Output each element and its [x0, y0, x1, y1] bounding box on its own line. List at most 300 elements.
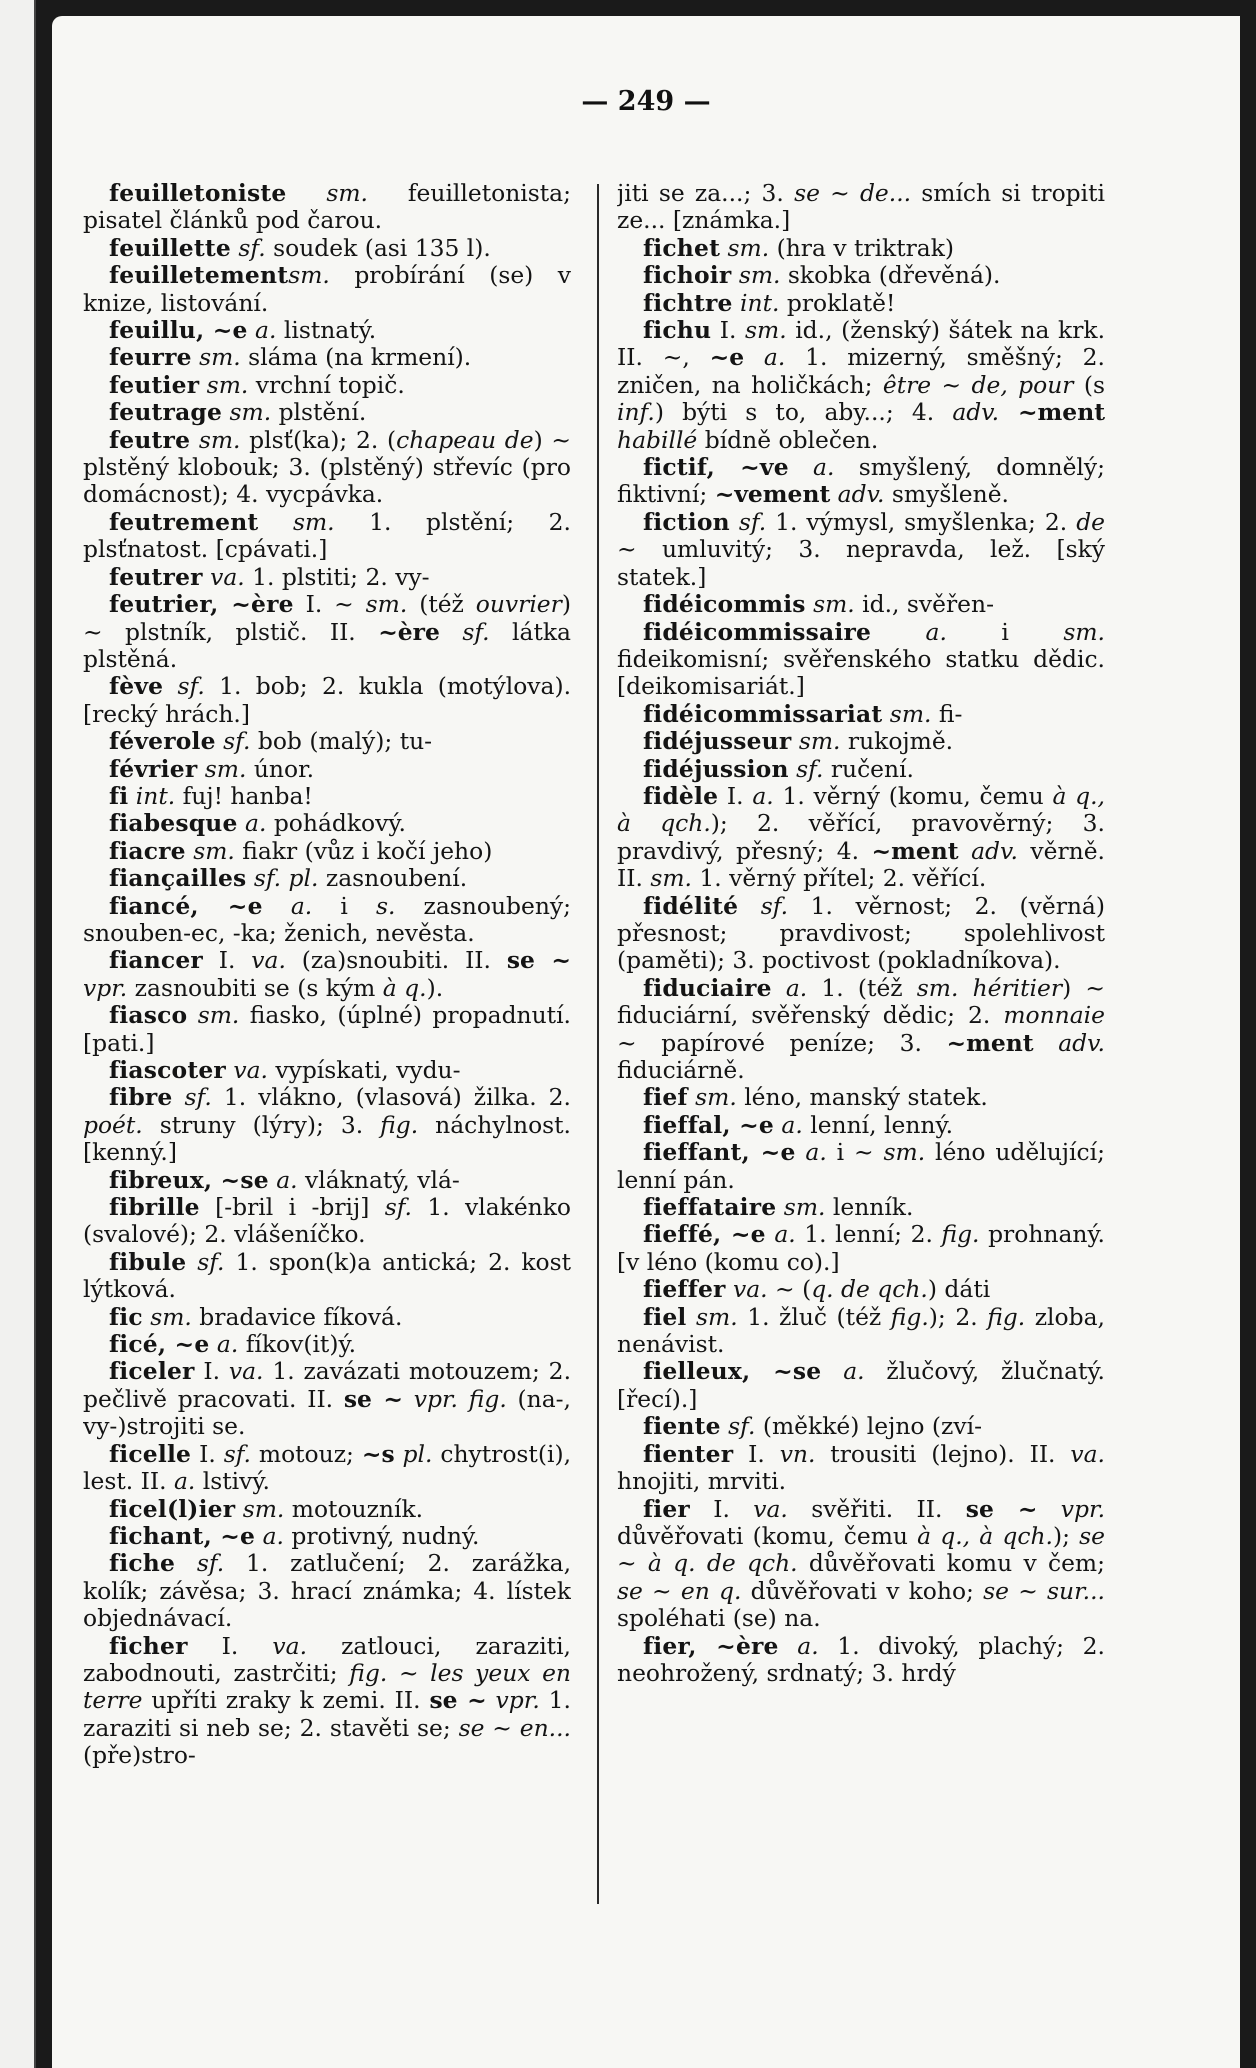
dictionary-entry — [617, 1358, 1105, 1413]
definition-text: léno udělující; lenní pán. — [617, 1138, 1105, 1194]
derived-form: ~s — [361, 1439, 395, 1468]
grammar-label: sm. — [185, 836, 235, 865]
definition-text: 1. vlákno, (vlasová) žilka. 2. — [211, 1083, 571, 1112]
grammar-label: int. — [732, 288, 780, 317]
definition-text: 1. zaraziti si neb se; 2. stavěti se; — [83, 1686, 571, 1742]
derived-form: ~ment — [999, 398, 1105, 427]
headword: fidéicommis — [643, 590, 806, 619]
dictionary-entry — [617, 1221, 1105, 1276]
definition-text: (na-, vy-)strojiti se. — [83, 1384, 571, 1441]
definition-text: (též — [407, 590, 476, 619]
dictionary-entry — [617, 1304, 1105, 1359]
grammar-label: a. — [773, 1110, 803, 1139]
definition-text: 1. věrný (komu, čemu — [773, 781, 1053, 810]
dictionary-entry — [83, 1331, 571, 1358]
definition-text: skobka (dřevěná). — [780, 261, 1001, 290]
grammar-label: vpr. — [1037, 1494, 1105, 1523]
headword: fier, ~ère — [643, 1631, 779, 1660]
definition-text: ) ~ plstěný klobouk; 3. (plstěný) střevíc (pro domácnost); 4. vycpávka. — [83, 425, 571, 509]
grammar-label: à q., à qch. — [917, 1521, 1053, 1550]
definition-text: důvěřovati komu v čem; — [797, 1549, 1105, 1578]
grammar-label: sm. — [745, 316, 787, 345]
grammar-label: va. — [225, 1056, 268, 1084]
definition-text: plstění. — [271, 398, 367, 427]
headword: féverole — [109, 727, 216, 756]
dictionary-entry — [617, 591, 1105, 618]
grammar-label: sm. — [258, 507, 335, 536]
definition-text: I. — [689, 1494, 754, 1523]
grammar-label: fig. — [890, 1302, 929, 1331]
grammar-label: sm. — [686, 1302, 738, 1331]
dictionary-entry — [617, 701, 1105, 728]
dictionary-entry — [617, 1112, 1105, 1139]
dictionary-entry — [83, 810, 571, 837]
headword: feutre — [109, 425, 191, 454]
headword: feutier — [109, 370, 200, 399]
grammar-label: int. — [128, 781, 176, 810]
grammar-label: a. — [744, 343, 786, 372]
headword: ficé, ~e — [109, 1330, 210, 1359]
grammar-label: sf. — [738, 891, 789, 920]
dictionary-entry — [83, 509, 571, 564]
definition-text: I. — [194, 1357, 229, 1386]
grammar-label: sm. — [883, 1138, 926, 1167]
grammar-label: a. — [247, 316, 277, 345]
grammar-label: sm. héritier — [916, 973, 1063, 1002]
headword: feuillu, ~e — [109, 316, 248, 345]
definition-text: ) ~ fiduciární, svěřenský dědic; 2. — [617, 973, 1105, 1030]
dictionary-entry — [617, 235, 1105, 262]
definition-text: žlučový, žlučnatý. [řecí).] — [617, 1357, 1105, 1413]
grammar-label: sf. — [172, 1083, 212, 1112]
headword: fi — [109, 781, 129, 810]
headword: fidélité — [643, 891, 739, 920]
definition-text: (pře)stro- — [83, 1741, 196, 1770]
grammar-label: poét. — [83, 1110, 143, 1139]
definition-text: lstivý. — [195, 1467, 270, 1496]
grammar-label: a. — [821, 1357, 865, 1386]
grammar-label: a. — [871, 617, 947, 646]
grammar-label: sf. — [384, 1193, 412, 1222]
dictionary-entry — [83, 1523, 571, 1550]
definition-text: fi- — [931, 699, 963, 728]
definition-text: fiakr (vůz i kočí jeho) — [234, 836, 493, 865]
definition-text: ~ ( — [767, 1275, 812, 1304]
dictionary-entry — [83, 344, 571, 371]
headword: fiancer — [109, 946, 203, 975]
definition-text: 1. lenní; 2. — [795, 1220, 942, 1249]
definition-text: ) ~ plstník, plstič. II. — [83, 590, 571, 646]
headword: fichoir — [643, 261, 732, 290]
definition-text: motouzník. — [284, 1494, 424, 1523]
dictionary-entry — [83, 564, 571, 591]
definition-text: únor. — [246, 754, 315, 783]
headword: fienter — [643, 1439, 734, 1468]
headword: fiasco — [109, 1001, 188, 1030]
grammar-label: sm. — [190, 425, 241, 454]
definition-text: zasnoubení. — [318, 864, 468, 893]
entry-continuation: jiti se za...; 3. — [617, 180, 795, 207]
headword: fictif, ~ve — [643, 453, 789, 482]
grammar-label: sf. — [186, 1247, 225, 1276]
headword: fibre — [109, 1083, 173, 1112]
definition-text: hnojiti, mrviti. — [617, 1467, 787, 1496]
definition-text: zloba, nenávist. — [617, 1302, 1105, 1359]
dictionary-entry — [617, 1276, 1105, 1303]
definition-text: (hra v triktrak) — [769, 233, 955, 262]
grammar-label: sm. — [199, 370, 249, 399]
definition-text: lenník. — [825, 1193, 914, 1222]
grammar-label: s. — [375, 891, 396, 920]
headword: feutrier, ~ère — [109, 590, 294, 619]
definition-text: náchylnost. [kenný.] — [83, 1110, 571, 1167]
definition-text: ). — [426, 973, 444, 1002]
grammar-label: sm. — [731, 261, 781, 290]
headword: fichtre — [643, 288, 733, 317]
definition-text: spoléhati (se) na. — [617, 1604, 821, 1633]
definition-text: [-bril i -brij] — [199, 1193, 385, 1222]
definition-text: 1. bob; 2. kukla (motýlova). [recký hrách.] — [83, 672, 571, 728]
grammar-label: sm. — [720, 233, 770, 262]
definition-text: fideikomisní; svěřenského statku dědic. [deikomisariát.] — [617, 644, 1105, 701]
grammar-label: adv. — [1033, 1028, 1105, 1057]
headword: fiançailles — [109, 864, 247, 893]
dictionary-entry — [617, 1139, 1105, 1194]
definition-text: 1. věrný přítel; 2. věřící. — [691, 864, 987, 893]
definition-text: bradavice fíková. — [191, 1302, 403, 1331]
definition-text: 1. vlakénko (svalové); 2. vlášeníčko. — [83, 1193, 571, 1249]
grammar-label: sf. — [223, 1439, 251, 1468]
definition-text: trousiti (lejno). II. — [815, 1439, 1071, 1468]
grammar-label: sm. — [1063, 617, 1105, 646]
dictionary-entry — [617, 1496, 1105, 1633]
derived-form: se ~ — [343, 1384, 403, 1413]
definition-text: rukojmě. — [840, 727, 954, 756]
headword: fiction — [643, 507, 730, 536]
grammar-label: vpr. — [486, 1686, 540, 1715]
dictionary-entry — [83, 1167, 571, 1194]
grammar-label: à q., à qch. — [617, 781, 1105, 838]
dictionary-entry — [83, 1084, 571, 1166]
definition-text: (za)snoubiti. II. — [285, 946, 507, 975]
grammar-label: sf. — [720, 1412, 756, 1441]
headword: fichant, ~e — [109, 1521, 256, 1550]
dictionary-entry — [83, 180, 571, 235]
definition-text: feuilletonista; pisatel článků pod čarou. — [83, 180, 571, 235]
definition-text: soudek (asi 135 l). — [265, 233, 491, 262]
definition-text: vláknatý, vlá- — [297, 1165, 460, 1194]
headword: feutrage — [109, 398, 223, 427]
grammar-label: se ~ de... — [794, 180, 912, 207]
definition-text: 1. spon(k)a antická; 2. kost lýtková. — [83, 1247, 571, 1304]
grammar-label: vpr. — [83, 973, 128, 1002]
headword: fic — [109, 1302, 143, 1331]
derived-form: se ~ — [965, 1494, 1038, 1523]
grammar-label: habillé — [617, 425, 698, 454]
dictionary-entry — [83, 893, 571, 948]
definition-text: fíkov(it)ý. — [238, 1330, 356, 1359]
dictionary-entry — [617, 756, 1105, 783]
definition-text: ); 2. věřící, pravověrný; 3. pravdivý, přesný; 4. — [617, 809, 1105, 865]
definition-text: zasnoubený; snouben-ec, -ka; ženich, nevěsta. — [83, 891, 571, 947]
definition-text: umluvitý; 3. nepravda, lež. [ský statek.] — [617, 535, 1105, 591]
headword: fieffer — [643, 1275, 726, 1304]
grammar-label: adv. — [952, 398, 1000, 427]
definition-text: ); — [1052, 1521, 1080, 1550]
grammar-label: sm. — [191, 343, 241, 372]
grammar-label: adv. — [830, 480, 885, 509]
dictionary-entry — [617, 728, 1105, 755]
dictionary-entry — [83, 1304, 571, 1331]
grammar-label: fig. — [941, 1220, 980, 1249]
grammar-label: sm. — [365, 590, 408, 619]
page-number: — 249 — — [581, 86, 711, 117]
headword: fier — [643, 1494, 690, 1523]
headword: février — [109, 754, 198, 783]
grammar-label: fig. ~ les yeux en terre — [83, 1658, 571, 1715]
grammar-label: sf. — [729, 507, 767, 536]
definition-text: důvěřovati (komu, čemu — [617, 1521, 918, 1550]
column-divider — [597, 184, 599, 1904]
headword: fiduciaire — [643, 973, 772, 1002]
grammar-label: va. — [228, 1357, 264, 1386]
grammar-label: sf. — [163, 672, 205, 701]
derived-form: ~ment — [871, 836, 959, 865]
headword: fief — [643, 1083, 688, 1112]
definition-text: I. — [187, 1631, 273, 1660]
grammar-label: se ~ à q. de qch. — [617, 1521, 1105, 1578]
definition-text: 1. mizerný, směšný; 2. zničen, na holičkách; — [617, 343, 1105, 399]
grammar-label: sm. — [805, 590, 855, 619]
definition-text: (s — [1073, 370, 1105, 399]
dictionary-entry — [83, 1550, 571, 1632]
grammar-label: a. — [752, 781, 774, 810]
definition-text: 1. (též — [807, 973, 917, 1002]
headword: fidéjussion — [643, 754, 789, 783]
dictionary-page — [52, 16, 1240, 2068]
definition-text: látka plstěná. — [83, 617, 571, 673]
definition-text: 1. plstiti; 2. vy- — [244, 562, 430, 591]
headword: feuilletoniste — [109, 180, 287, 207]
grammar-label: sm. — [197, 754, 247, 783]
grammar-label: va. — [251, 946, 286, 975]
dictionary-entry — [83, 1358, 571, 1440]
grammar-label: sm. — [776, 1193, 826, 1222]
dictionary-entry — [617, 1413, 1105, 1440]
left-column — [83, 180, 571, 1910]
headword: fielleux, ~se — [643, 1357, 822, 1386]
dictionary-entry — [83, 317, 571, 344]
grammar-label: sm. — [286, 180, 408, 207]
headword: fieffataire — [643, 1193, 777, 1222]
grammar-label: vpr. fig. — [403, 1384, 507, 1413]
dictionary-entry — [617, 1194, 1105, 1221]
dictionary-entry — [83, 865, 571, 892]
definition-text: smích si tropiti ze... [známka.] — [617, 180, 1105, 235]
derived-form: ~ment — [946, 1028, 1034, 1057]
grammar-label: sf. — [230, 233, 266, 262]
grammar-label: a. — [771, 973, 808, 1002]
definition-text: upříti zraky k zemi. II. — [142, 1686, 430, 1715]
grammar-label: a. — [778, 1631, 819, 1660]
grammar-label: a. — [262, 891, 313, 920]
grammar-label: a. — [237, 809, 267, 838]
dictionary-entry — [617, 1084, 1105, 1111]
headword: fidèle — [643, 781, 719, 810]
definition-text: sláma (na krmení). — [240, 343, 472, 372]
grammar-label: fig. — [987, 1302, 1026, 1331]
definition-text: 1. zavázati motouzem; 2. pečlivě pracovati. II. — [83, 1357, 571, 1413]
definition-text: plsť(ka); 2. ( — [240, 425, 397, 454]
headword: fichu — [643, 316, 712, 345]
dictionary-entry — [83, 1441, 571, 1496]
definition-text: bob (malý); tu- — [250, 727, 433, 756]
definition-text: 1. plstění; 2. plsťnatost. [cpávati.] — [83, 507, 571, 564]
dictionary-entry — [83, 235, 571, 262]
grammar-label: fig. — [380, 1110, 419, 1139]
headword: fiabesque — [109, 809, 238, 838]
dictionary-entry — [617, 317, 1105, 454]
definition-text: zasnoubiti se (s kým — [127, 973, 383, 1002]
dictionary-entry — [617, 180, 1105, 235]
definition-text: 1. výmysl, smyšlenka; 2. — [766, 507, 1077, 536]
grammar-label: sm. — [222, 398, 272, 427]
headword: feutrer — [109, 562, 203, 591]
grammar-label: va. — [725, 1275, 768, 1304]
headword: fidéicommissaire — [643, 617, 872, 646]
headword: fiancé, ~e — [109, 891, 263, 920]
headword: fieffal, ~e — [643, 1110, 774, 1139]
definition-text: pohádkový. — [266, 809, 406, 838]
dictionary-entry — [617, 783, 1105, 893]
definition-text: I. — [718, 781, 753, 810]
headword: fiascoter — [109, 1056, 226, 1084]
dictionary-entry — [83, 756, 571, 783]
grammar-label: sf. — [439, 617, 490, 646]
grammar-label: sm. — [650, 864, 692, 893]
definition-text: I. — [202, 946, 252, 975]
grammar-label: se ~ en... — [458, 1713, 571, 1742]
grammar-label: sm. — [882, 699, 932, 728]
dictionary-entry — [83, 947, 571, 1002]
definition-text: ); 2. — [928, 1302, 988, 1331]
dictionary-entry — [83, 399, 571, 426]
definition-text: vrchní topič. — [248, 370, 405, 399]
definition-text: struny (lýry); 3. — [142, 1110, 381, 1139]
dictionary-entry — [83, 1633, 571, 1770]
grammar-label: sm. — [187, 1001, 240, 1030]
grammar-label: vn. — [779, 1439, 816, 1468]
grammar-label: a. — [268, 1165, 298, 1194]
grammar-label: a. — [765, 1220, 796, 1249]
grammar-label: a. — [788, 453, 835, 482]
dictionary-entry — [83, 783, 571, 810]
headword: feuillette — [109, 233, 231, 262]
grammar-label: sf. — [175, 1549, 225, 1578]
grammar-label: q. de qch. — [811, 1275, 928, 1304]
dictionary-entry — [617, 619, 1105, 701]
headword: fieffé, ~e — [643, 1220, 766, 1249]
headword: fieffant, ~e — [643, 1138, 796, 1167]
grammar-label: va. — [1070, 1439, 1105, 1468]
grammar-label: va. — [202, 562, 245, 591]
definition-text: ) býti s to, aby...; 4. — [654, 398, 953, 427]
grammar-label: sm. — [142, 1302, 192, 1331]
derived-form: se ~ — [429, 1686, 487, 1715]
definition-text: fiasko, (úplné) propadnutí. [pati.] — [83, 1001, 571, 1057]
definition-text: I. — [733, 1439, 780, 1468]
definition-text: I. — [191, 1439, 224, 1468]
grammar-label: va. — [753, 1494, 788, 1523]
headword: feurre — [109, 343, 192, 372]
headword: fidéicommissariat — [643, 699, 883, 728]
grammar-label: sm. — [235, 1494, 285, 1523]
definition-text: papírové peníze; 3. — [636, 1028, 947, 1057]
previous-page-edge — [0, 0, 36, 2068]
definition-text: 1. věrnost; 2. (věrná) přesnost; pravdivost; spolehlivost (paměti); 3. poctivost (pokladníkova). — [617, 891, 1105, 975]
definition-text: smyšleně. — [884, 480, 1009, 509]
headword: fiel — [643, 1302, 687, 1331]
definition-text: i ~ — [826, 1138, 884, 1167]
grammar-label: va. — [272, 1631, 308, 1660]
definition-text: motouz; — [250, 1439, 362, 1468]
dictionary-entry — [83, 591, 571, 673]
definition-text: fuj! hanba! — [175, 781, 313, 810]
definition-text: I. — [711, 316, 746, 345]
definition-text: smyšlený, domnělý; fiktivní; — [617, 453, 1105, 509]
grammar-label: a. — [173, 1467, 196, 1496]
dictionary-entry — [83, 1496, 571, 1523]
grammar-label: chapeau de — [396, 425, 534, 454]
grammar-label: se ~ en q. — [617, 1576, 742, 1605]
derived-form: ~ère — [378, 617, 440, 646]
grammar-label: être ~ de, pour — [882, 370, 1074, 399]
headword: fibrille — [109, 1193, 200, 1222]
definition-text: 1. divoký, plachý; 2. neohrožený, srdnatý; 3. hrdý — [617, 1631, 1105, 1687]
headword: feutrement — [109, 507, 259, 536]
headword: fiacre — [109, 836, 186, 865]
dictionary-entry — [617, 893, 1105, 975]
derived-form: ~vement — [714, 480, 831, 509]
definition-text: i — [312, 891, 376, 920]
definition-text: proklatě! — [779, 288, 896, 317]
definition-text: I. ~ — [293, 590, 366, 619]
grammar-label: pl. — [394, 1439, 433, 1468]
definition-text: id., svěřen- — [854, 590, 994, 619]
grammar-label: adv. — [958, 836, 1018, 865]
headword: fiche — [109, 1549, 176, 1578]
dictionary-entry — [617, 454, 1105, 509]
dictionary-entry — [83, 838, 571, 865]
dictionary-entry — [617, 290, 1105, 317]
definition-text: lenní, lenný. — [802, 1110, 954, 1139]
grammar-label: sm. — [687, 1083, 737, 1112]
headword: fidéjusseur — [643, 727, 792, 756]
definition-text: 1. žluč (též — [737, 1302, 891, 1331]
grammar-label: sf. — [788, 754, 824, 783]
definition-text: bídně oblečen. — [697, 425, 879, 454]
derived-form: se ~ — [506, 946, 571, 975]
grammar-label: ouvrier — [475, 590, 562, 619]
dictionary-entry — [83, 262, 571, 317]
dictionary-entry — [83, 372, 571, 399]
dictionary-entry — [83, 1002, 571, 1057]
grammar-label: inf. — [617, 398, 655, 427]
right-column — [617, 180, 1105, 1910]
grammar-label: se ~ sur... — [983, 1576, 1105, 1605]
definition-text: 1. zatlučení; 2. zarážka, kolík; závěsa; 3. hrací známka; 4. lístek objednávací. — [83, 1549, 571, 1633]
definition-text: chytrost(i), lest. II. — [83, 1439, 571, 1496]
